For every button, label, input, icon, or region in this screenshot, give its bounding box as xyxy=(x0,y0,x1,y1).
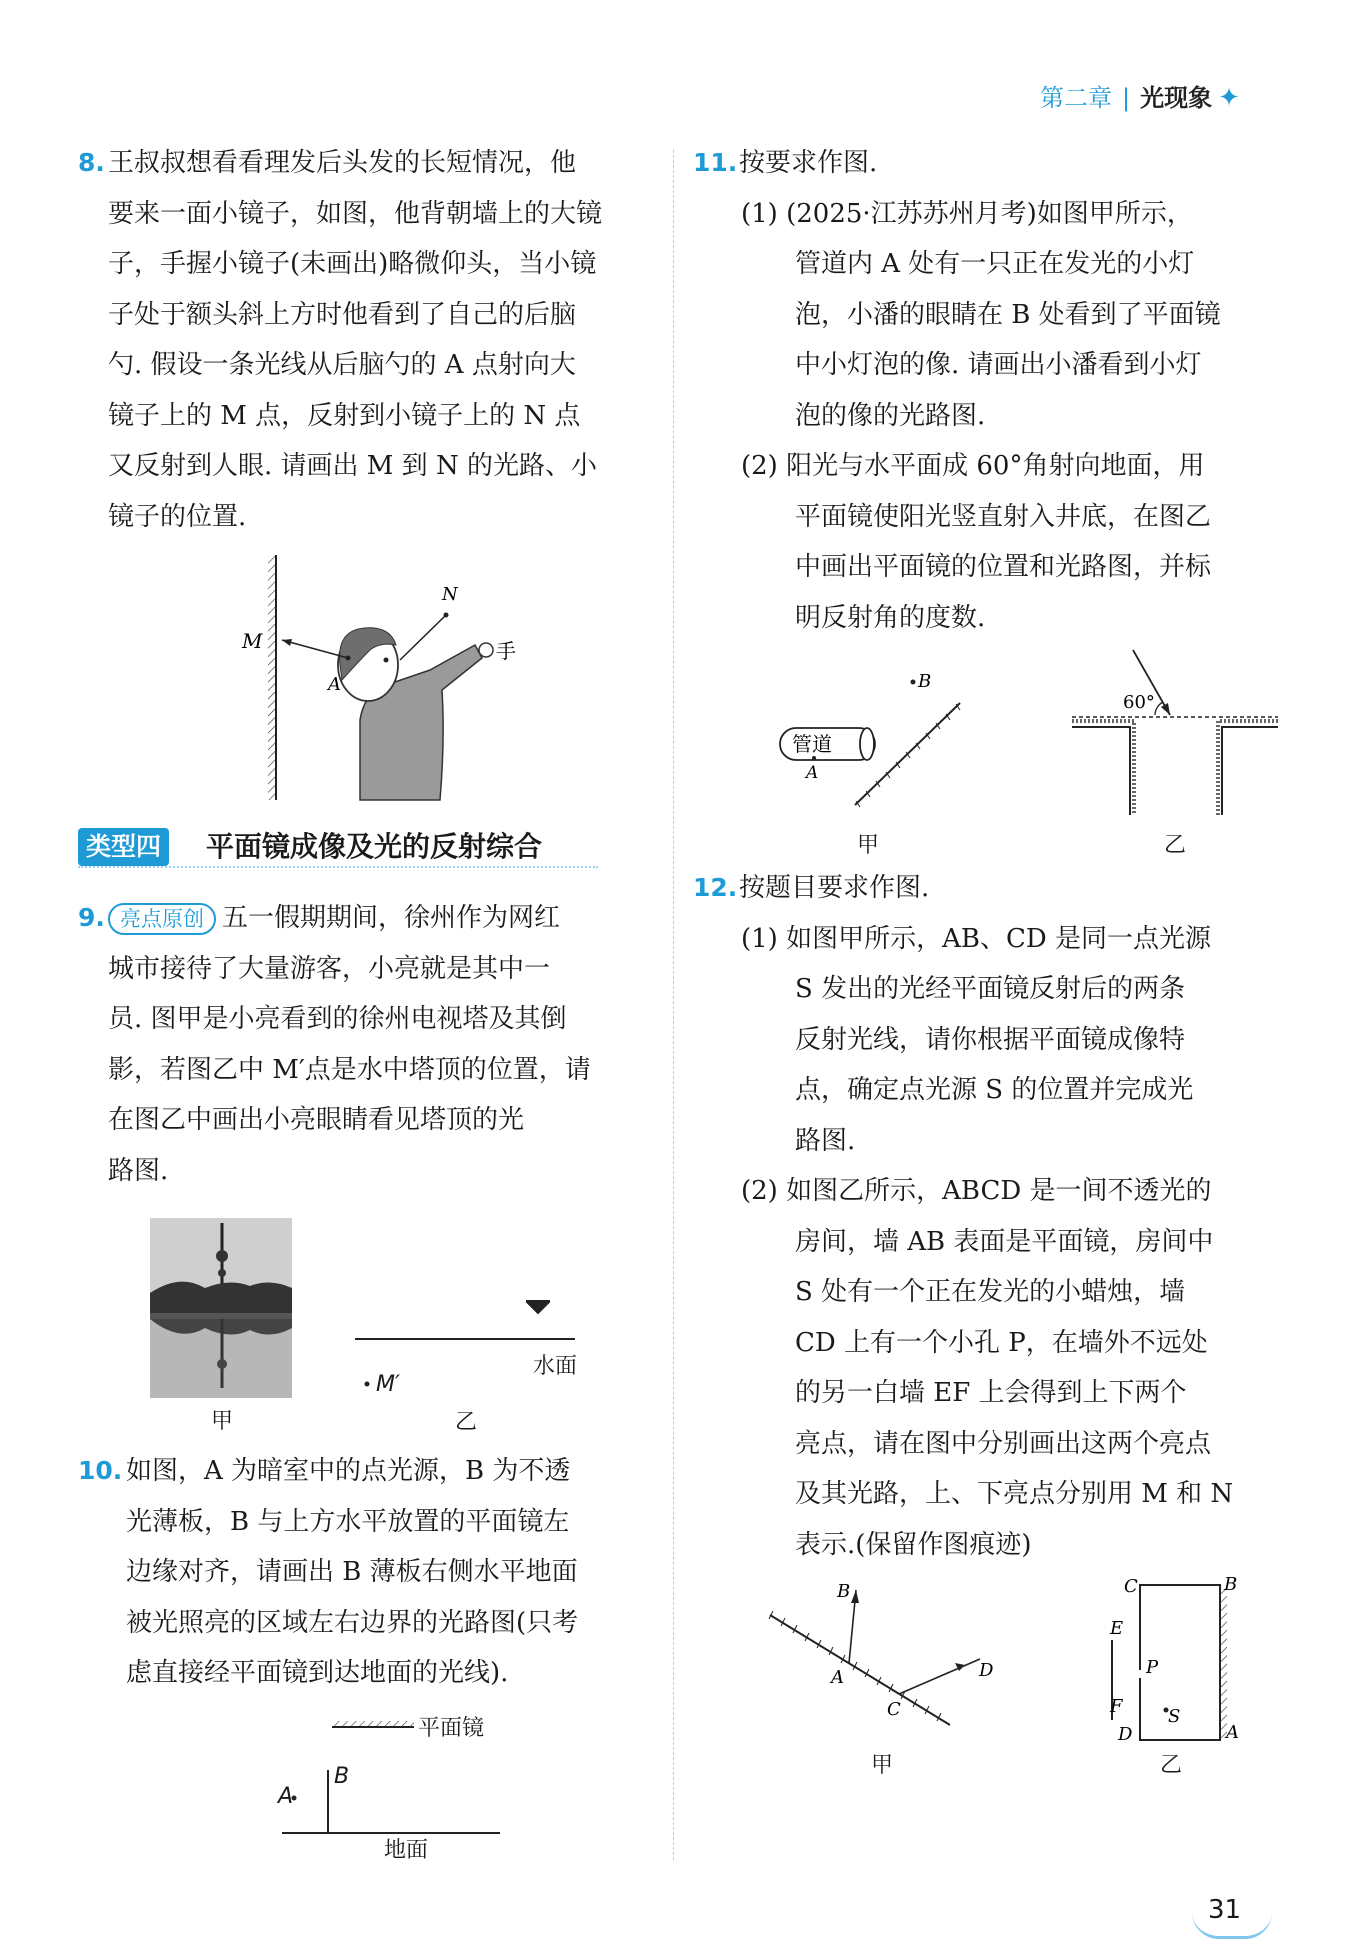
hole-p xyxy=(1137,1670,1143,1678)
label-angle: 60° xyxy=(1123,692,1155,713)
label-b: B xyxy=(1224,1574,1238,1595)
text-line: (1) 如图甲所示，AB、CD 是同一点光源 xyxy=(741,923,1211,954)
text-line: S 处有一个正在发光的小蜡烛，墙 xyxy=(795,1277,1186,1307)
section-underline xyxy=(78,866,598,868)
chapter-label: 第二章 xyxy=(1040,84,1112,112)
label-jia: 甲 xyxy=(871,1753,894,1778)
label-mirror: 平面镜 xyxy=(418,1716,485,1741)
text-line: 员. 图甲是小亮看到的徐州电视塔及其倒 xyxy=(108,1004,567,1034)
stem: 按题目要求作图. xyxy=(739,873,930,903)
label-s: S xyxy=(1168,1706,1181,1727)
well-right-hatch xyxy=(1218,721,1278,815)
text-line: 亮点，请在图中分别画出这两个亮点 xyxy=(795,1428,1212,1459)
text-line: 边缘对齐，请画出 B 薄板右侧水平地面 xyxy=(126,1557,578,1587)
angle-arc xyxy=(1155,702,1163,715)
q11-figure-yi xyxy=(1060,645,1290,820)
label-n: N xyxy=(442,584,458,605)
text-line: 泡的像的光路图. xyxy=(795,400,986,431)
hand-shape xyxy=(479,643,493,657)
text-line: 泡，小潘的眼睛在 B 处看到了平面镜 xyxy=(795,299,1221,330)
label-water: 水面 xyxy=(533,1354,578,1379)
text-line: 要来一面小镜子，如图，他背朝墙上的大镜 xyxy=(108,198,603,229)
label-jia: 甲 xyxy=(211,1409,234,1434)
ray-arrowhead xyxy=(282,639,292,646)
sparkle-icon: ✦ xyxy=(1218,83,1240,113)
label-yi: 乙 xyxy=(455,1410,478,1435)
eye-icon xyxy=(526,1301,550,1313)
text-line: 光薄板，B 与上方水平放置的平面镜左 xyxy=(126,1506,570,1537)
label-d: D xyxy=(979,1660,994,1681)
label-m-prime: M′ xyxy=(376,1372,400,1397)
text-line: 管道内 A 处有一只正在发光的小灯 xyxy=(795,249,1195,279)
label-b: B xyxy=(334,1764,350,1789)
person-eye xyxy=(384,658,389,663)
text-line: 镜子的位置. xyxy=(108,501,247,532)
point-a xyxy=(346,656,351,661)
label-e: E xyxy=(1110,1618,1124,1639)
text-line: 及其光路，上、下亮点分别用 M 和 N xyxy=(795,1479,1234,1509)
text-line: 明反射角的度数. xyxy=(795,602,986,633)
point-a xyxy=(812,756,816,760)
text-line: 如图，A 为暗室中的点光源，B 为不透 xyxy=(126,1456,571,1486)
label-c: C xyxy=(887,1699,901,1720)
text-line: 中画出平面镜的位置和光路图，并标 xyxy=(795,552,1212,582)
light-ray xyxy=(282,640,348,658)
ray-arrowhead xyxy=(851,1590,859,1603)
label-a: A xyxy=(831,1667,844,1688)
question-8 xyxy=(78,138,658,542)
section-title: 平面镜成像及光的反射综合 xyxy=(206,830,543,863)
label-f: F xyxy=(1110,1696,1123,1717)
column-divider xyxy=(673,150,674,1860)
page-number: 31 xyxy=(1208,1895,1242,1925)
mirror-hatch xyxy=(1220,1585,1227,1740)
question-number: 11. xyxy=(693,148,738,177)
tv-tower-photo xyxy=(150,1218,292,1398)
question-10 xyxy=(78,1446,658,1699)
text-line: 王叔叔想看看理发后头发的长短情况，他 xyxy=(108,148,577,178)
label-ground: 地面 xyxy=(384,1838,429,1863)
wall-hatch xyxy=(268,555,276,800)
q8-figure xyxy=(230,550,560,810)
label-yi: 乙 xyxy=(1160,1753,1183,1778)
text-line: 路图. xyxy=(108,1155,169,1186)
label-p: P xyxy=(1146,1657,1159,1678)
well-left-hatch xyxy=(1072,721,1134,815)
label-jia: 甲 xyxy=(857,833,880,858)
text-line: 又反射到人眼. 请画出 M 到 N 的光路、小 xyxy=(108,451,597,481)
text-line: (2) 如图乙所示，ABCD 是一间不透光的 xyxy=(741,1176,1212,1206)
text-line: (2) 阳光与水平面成 60°角射向地面，用 xyxy=(741,451,1205,481)
text-line: 反射光线，请你根据平面镜成像特 xyxy=(795,1024,1186,1055)
text-line: 路图. xyxy=(795,1125,856,1156)
section-header xyxy=(78,822,598,872)
text-line: 虑直接经平面镜到达地面的光线). xyxy=(126,1658,509,1688)
text-line: 平面镜使阳光竖直射入井底，在图乙 xyxy=(795,501,1212,532)
topic-label: 光现象 xyxy=(1140,84,1213,112)
ray-arrowhead xyxy=(1161,703,1170,715)
text-line xyxy=(108,893,658,944)
label-b: B xyxy=(837,1581,851,1602)
text-line: 子，手握小镜子(未画出)略微仰头，当小镜 xyxy=(108,249,597,279)
label-c: C xyxy=(1124,1576,1138,1597)
text-line: 城市接待了大量游客，小亮就是其中一 xyxy=(108,953,551,984)
text-line: 镜子上的 M 点，反射到小镜子上的 N 点 xyxy=(108,400,581,431)
text-line: 的另一白墙 EF 上会得到上下两个 xyxy=(795,1378,1187,1408)
question-11 xyxy=(693,138,1273,643)
label-d: D xyxy=(1118,1724,1133,1745)
point-n xyxy=(444,613,449,618)
mirror-line xyxy=(770,1615,950,1725)
text-line: 在图乙中画出小亮眼睛看见塔顶的光 xyxy=(108,1105,525,1135)
question-number: 8. xyxy=(78,148,105,177)
running-head xyxy=(1040,78,1240,113)
well-left xyxy=(1072,727,1130,815)
point-b xyxy=(911,680,916,685)
point-m-prime xyxy=(365,1382,370,1387)
original-badge: 亮点原创 xyxy=(108,903,216,935)
question-number: 10. xyxy=(78,1456,123,1485)
well-right xyxy=(1222,727,1278,815)
label-hand: 手 xyxy=(496,639,516,663)
text-line: 子处于额头斜上方时他看到了自己的后脑 xyxy=(108,299,577,330)
text-line: 表示.(保留作图痕迹) xyxy=(795,1529,1032,1560)
label-a: A xyxy=(328,674,341,695)
label-a: A xyxy=(806,763,819,783)
question-9 xyxy=(78,893,658,1196)
label-yi: 乙 xyxy=(1164,833,1187,858)
text-line: 中小灯泡的像. 请画出小潘看到小灯 xyxy=(795,350,1202,380)
question-12 xyxy=(693,863,1273,1570)
label-m: M xyxy=(242,629,263,653)
separator: | xyxy=(1122,84,1131,112)
question-number: 9. xyxy=(78,903,105,932)
text-line: 勺. 假设一条光线从后脑勺的 A 点射向大 xyxy=(108,350,576,380)
pipe-end xyxy=(860,728,874,760)
text-line: 影，若图乙中 M′点是水中塔顶的位置，请 xyxy=(108,1054,591,1085)
n-ray xyxy=(400,615,446,660)
text-line: CD 上有一个小孔 P，在墙外不远处 xyxy=(795,1327,1208,1358)
label-b: B xyxy=(918,671,932,692)
text-line: 房间，墙 AB 表面是平面镜，房间中 xyxy=(795,1226,1214,1257)
label-a: A xyxy=(1226,1722,1239,1743)
text-line: 被光照亮的区域左右边界的光路图(只考 xyxy=(126,1607,579,1638)
section-tag: 类型四 xyxy=(78,828,169,866)
question-number: 12. xyxy=(693,873,738,902)
text-line-content: 五一假期期间，徐州作为网红 xyxy=(222,903,561,933)
label-pipe: 管道 xyxy=(792,732,832,756)
ray-cd xyxy=(899,1659,980,1694)
stem: 按要求作图. xyxy=(739,148,878,178)
text-line: 点，确定点光源 S 的位置并完成光 xyxy=(795,1075,1194,1105)
text-line: (1) (2025·江苏苏州月考)如图甲所示， xyxy=(741,198,1193,229)
q12-figure-yi xyxy=(1100,1570,1260,1745)
text-line: S 发出的光经平面镜反射后的两条 xyxy=(795,974,1186,1004)
q12-figure-jia xyxy=(765,1575,1005,1750)
q11-figure-jia xyxy=(770,665,970,815)
label-a: A xyxy=(278,1784,294,1809)
